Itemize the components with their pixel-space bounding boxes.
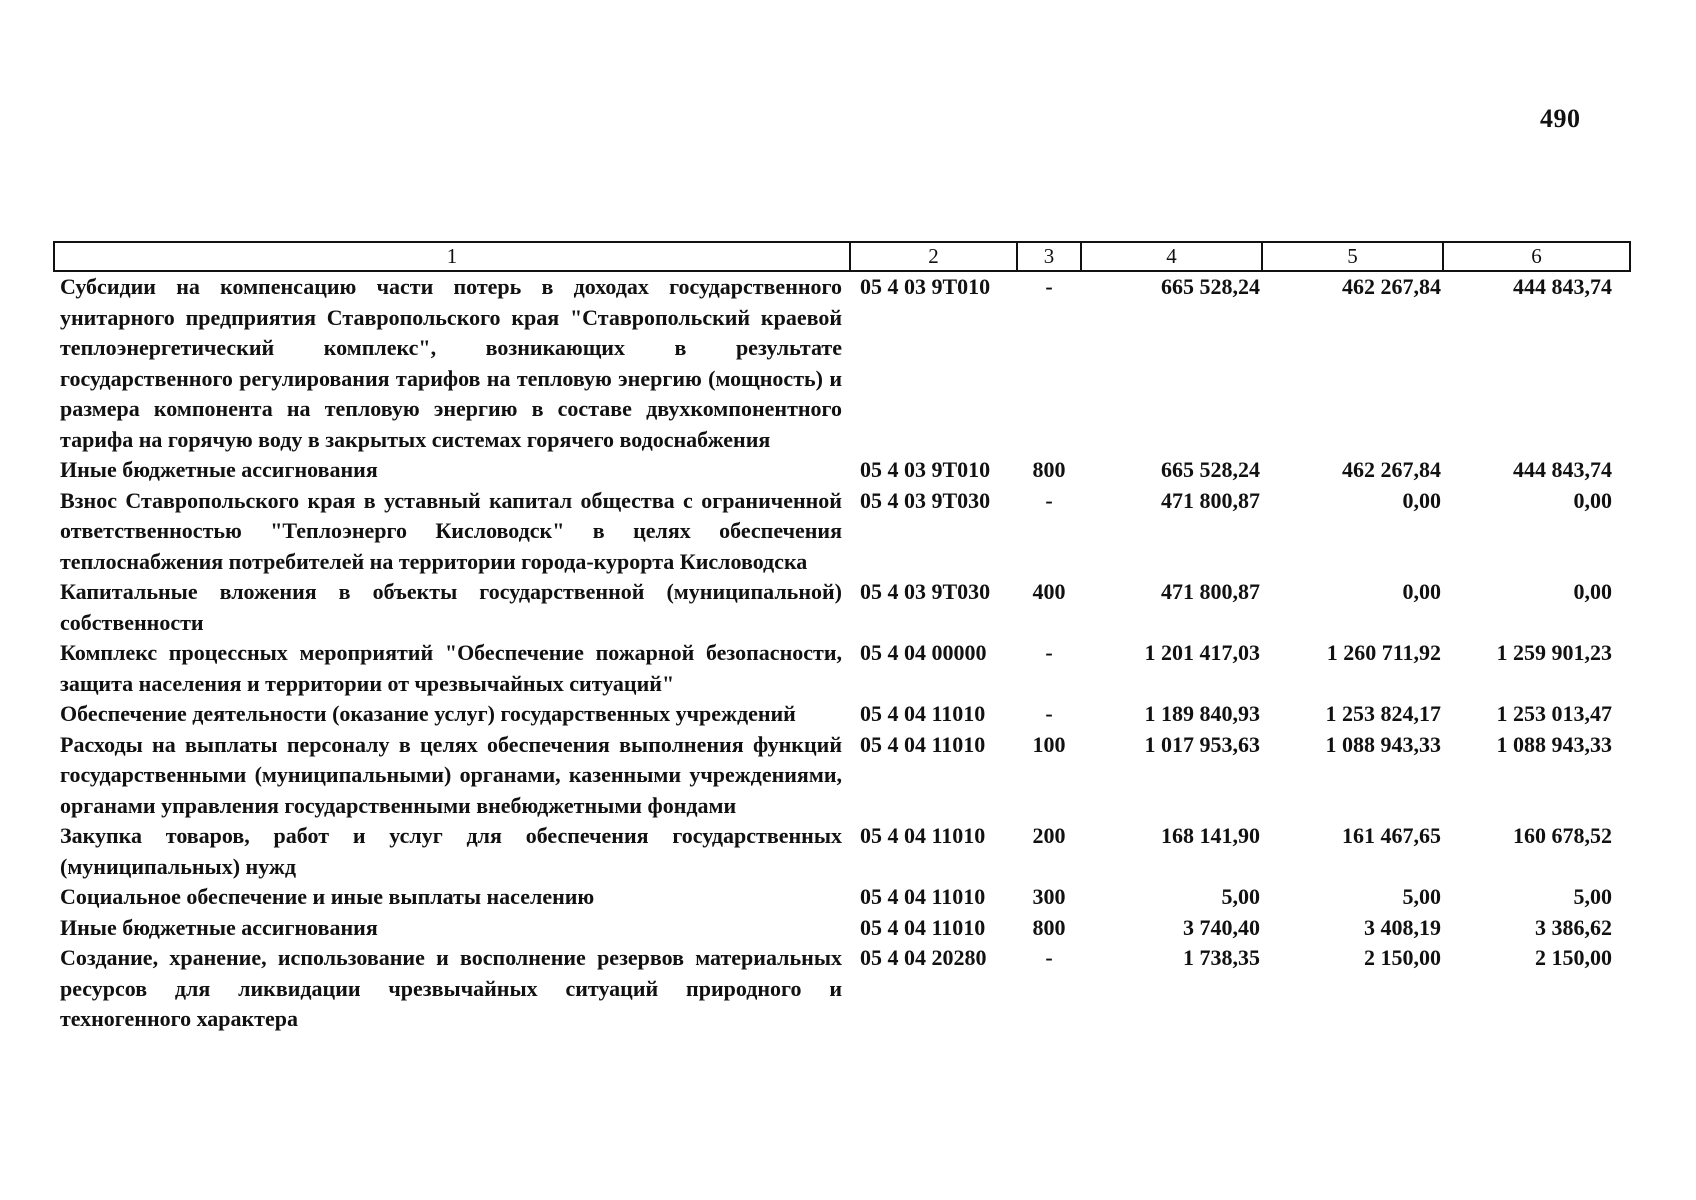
header-row (54, 242, 1630, 271)
row-value-col4: 1 189 840,93 (1144, 701, 1260, 726)
table-row (54, 486, 1630, 578)
table-row (54, 455, 1630, 486)
row-value-col5: 161 467,65 (1342, 823, 1441, 848)
row-code: 05 4 03 9Т030 (860, 487, 991, 513)
table-row (54, 699, 1630, 730)
row-value-col4: 471 800,87 (1161, 487, 1260, 513)
row-value-col6: 1 259 901,23 (1496, 640, 1612, 665)
row-value-col6: 5,00 (1573, 884, 1612, 909)
budget-table (53, 241, 1631, 1035)
row-code: 05 4 04 20280 (860, 945, 987, 970)
column-header: 6 (1443, 242, 1630, 271)
table-row (54, 821, 1630, 882)
row-code: 05 4 04 11010 (860, 884, 986, 909)
table-row (54, 913, 1630, 944)
row-code: 05 4 04 11010 (860, 914, 986, 940)
row-code: 05 4 04 11010 (860, 731, 986, 757)
row-name: Комплекс процессных мероприятий "Обеспечение пожарной безопасности, защита населения и территории от чрезвычайных ситуаций" (60, 640, 842, 696)
row-value-col6: 1 253 013,47 (1496, 701, 1612, 726)
row-value-col5: 462 267,84 (1342, 274, 1441, 299)
table-row (54, 271, 1630, 455)
row-expense-type: - (1045, 945, 1053, 970)
row-name: Иные бюджетные ассигнования (60, 457, 378, 482)
row-value-col6: 444 843,74 (1513, 274, 1612, 299)
table-row (54, 882, 1630, 913)
row-expense-type: - (1045, 487, 1053, 513)
row-value-col4: 665 528,24 (1161, 457, 1260, 482)
row-name: Создание, хранение, использование и восполнение резервов материальных ресурсов для ликвидации чрезвычайных ситуаций природного и техногенного характера (60, 945, 842, 1031)
row-name: Социальное обеспечение и иные выплаты населению (60, 884, 595, 909)
row-expense-type: 800 (1032, 914, 1066, 940)
row-expense-type: 200 (1032, 823, 1066, 848)
row-code: 05 4 03 9Т030 (860, 579, 991, 604)
row-expense-type: - (1045, 701, 1053, 726)
table-row (54, 943, 1630, 1035)
row-name: Субсидии на компенсацию части потерь в доходах государственного унитарного предприятия Ставропольского края "Ставропольский краевой теплоэнергетический комплекс", возникающих в результате государственного регулирования тарифов на тепловую энергию (мощность) и размера компонента на тепловую энергию в составе двухкомпонентного тарифа на горячую воду в закрытых системах горячего водоснабжения (60, 274, 842, 452)
column-header: 3 (1017, 242, 1081, 271)
row-name: Взнос Ставропольского края в уставный капитал общества с ограниченной ответственностью "Теплоэнерго Кисловодск" в целях обеспечения теплоснабжения потребителей на территории города-курорта Кисловодска (60, 487, 842, 574)
row-value-col6: 444 843,74 (1513, 457, 1612, 482)
row-expense-type: 300 (1032, 884, 1066, 909)
row-value-col5: 2 150,00 (1364, 945, 1441, 970)
page-number: 490 (1540, 104, 1581, 133)
column-header: 1 (54, 242, 850, 271)
column-header: 4 (1081, 242, 1262, 271)
row-code: 05 4 03 9Т010 (860, 457, 991, 482)
row-name: Иные бюджетные ассигнования (60, 914, 378, 940)
row-value-col4: 3 740,40 (1183, 914, 1260, 940)
row-value-col5: 3 408,19 (1364, 914, 1441, 940)
row-name: Обеспечение деятельности (оказание услуг) государственных учреждений (60, 701, 796, 726)
row-value-col5: 5,00 (1402, 884, 1441, 909)
table-row (54, 577, 1630, 638)
row-value-col5: 0,00 (1402, 487, 1441, 513)
row-value-col5: 0,00 (1402, 579, 1441, 604)
row-value-col6: 3 386,62 (1535, 914, 1612, 940)
row-value-col6: 0,00 (1573, 487, 1612, 513)
row-value-col4: 471 800,87 (1161, 579, 1260, 604)
row-value-col5: 1 088 943,33 (1325, 731, 1441, 757)
column-header: 2 (850, 242, 1017, 271)
row-code: 05 4 04 11010 (860, 823, 986, 848)
row-name: Капитальные вложения в объекты государственной (муниципальной) собственности (60, 579, 842, 635)
row-expense-type: 100 (1032, 731, 1066, 757)
table-row (54, 730, 1630, 822)
row-value-col6: 0,00 (1573, 579, 1612, 604)
row-value-col4: 1 201 417,03 (1144, 640, 1260, 665)
row-value-col6: 1 088 943,33 (1496, 731, 1612, 757)
row-expense-type: - (1045, 640, 1053, 665)
row-code: 05 4 04 00000 (860, 640, 987, 665)
row-value-col6: 160 678,52 (1513, 823, 1612, 848)
row-value-col4: 665 528,24 (1161, 274, 1260, 299)
table-body (54, 271, 1630, 1035)
row-expense-type: - (1045, 274, 1053, 299)
row-name: Закупка товаров, работ и услуг для обеспечения государственных (муниципальных) нужд (60, 823, 842, 879)
row-code: 05 4 03 9Т010 (860, 274, 991, 299)
row-value-col5: 1 253 824,17 (1325, 701, 1441, 726)
row-value-col4: 1 017 953,63 (1144, 731, 1260, 757)
row-value-col4: 168 141,90 (1161, 823, 1260, 848)
column-header: 5 (1262, 242, 1443, 271)
row-value-col5: 1 260 711,92 (1326, 640, 1441, 665)
row-expense-type: 800 (1032, 457, 1066, 482)
table-row (54, 638, 1630, 699)
row-value-col6: 2 150,00 (1535, 945, 1612, 970)
row-expense-type: 400 (1032, 579, 1066, 604)
row-name: Расходы на выплаты персоналу в целях обеспечения выполнения функций государственными (муниципальными) органами, казенными учреждениями, органами управления государственными внебюджетными фондами (60, 731, 842, 818)
row-code: 05 4 04 11010 (860, 701, 986, 726)
row-value-col5: 462 267,84 (1342, 457, 1441, 482)
row-value-col4: 5,00 (1221, 884, 1260, 909)
row-value-col4: 1 738,35 (1183, 945, 1260, 970)
